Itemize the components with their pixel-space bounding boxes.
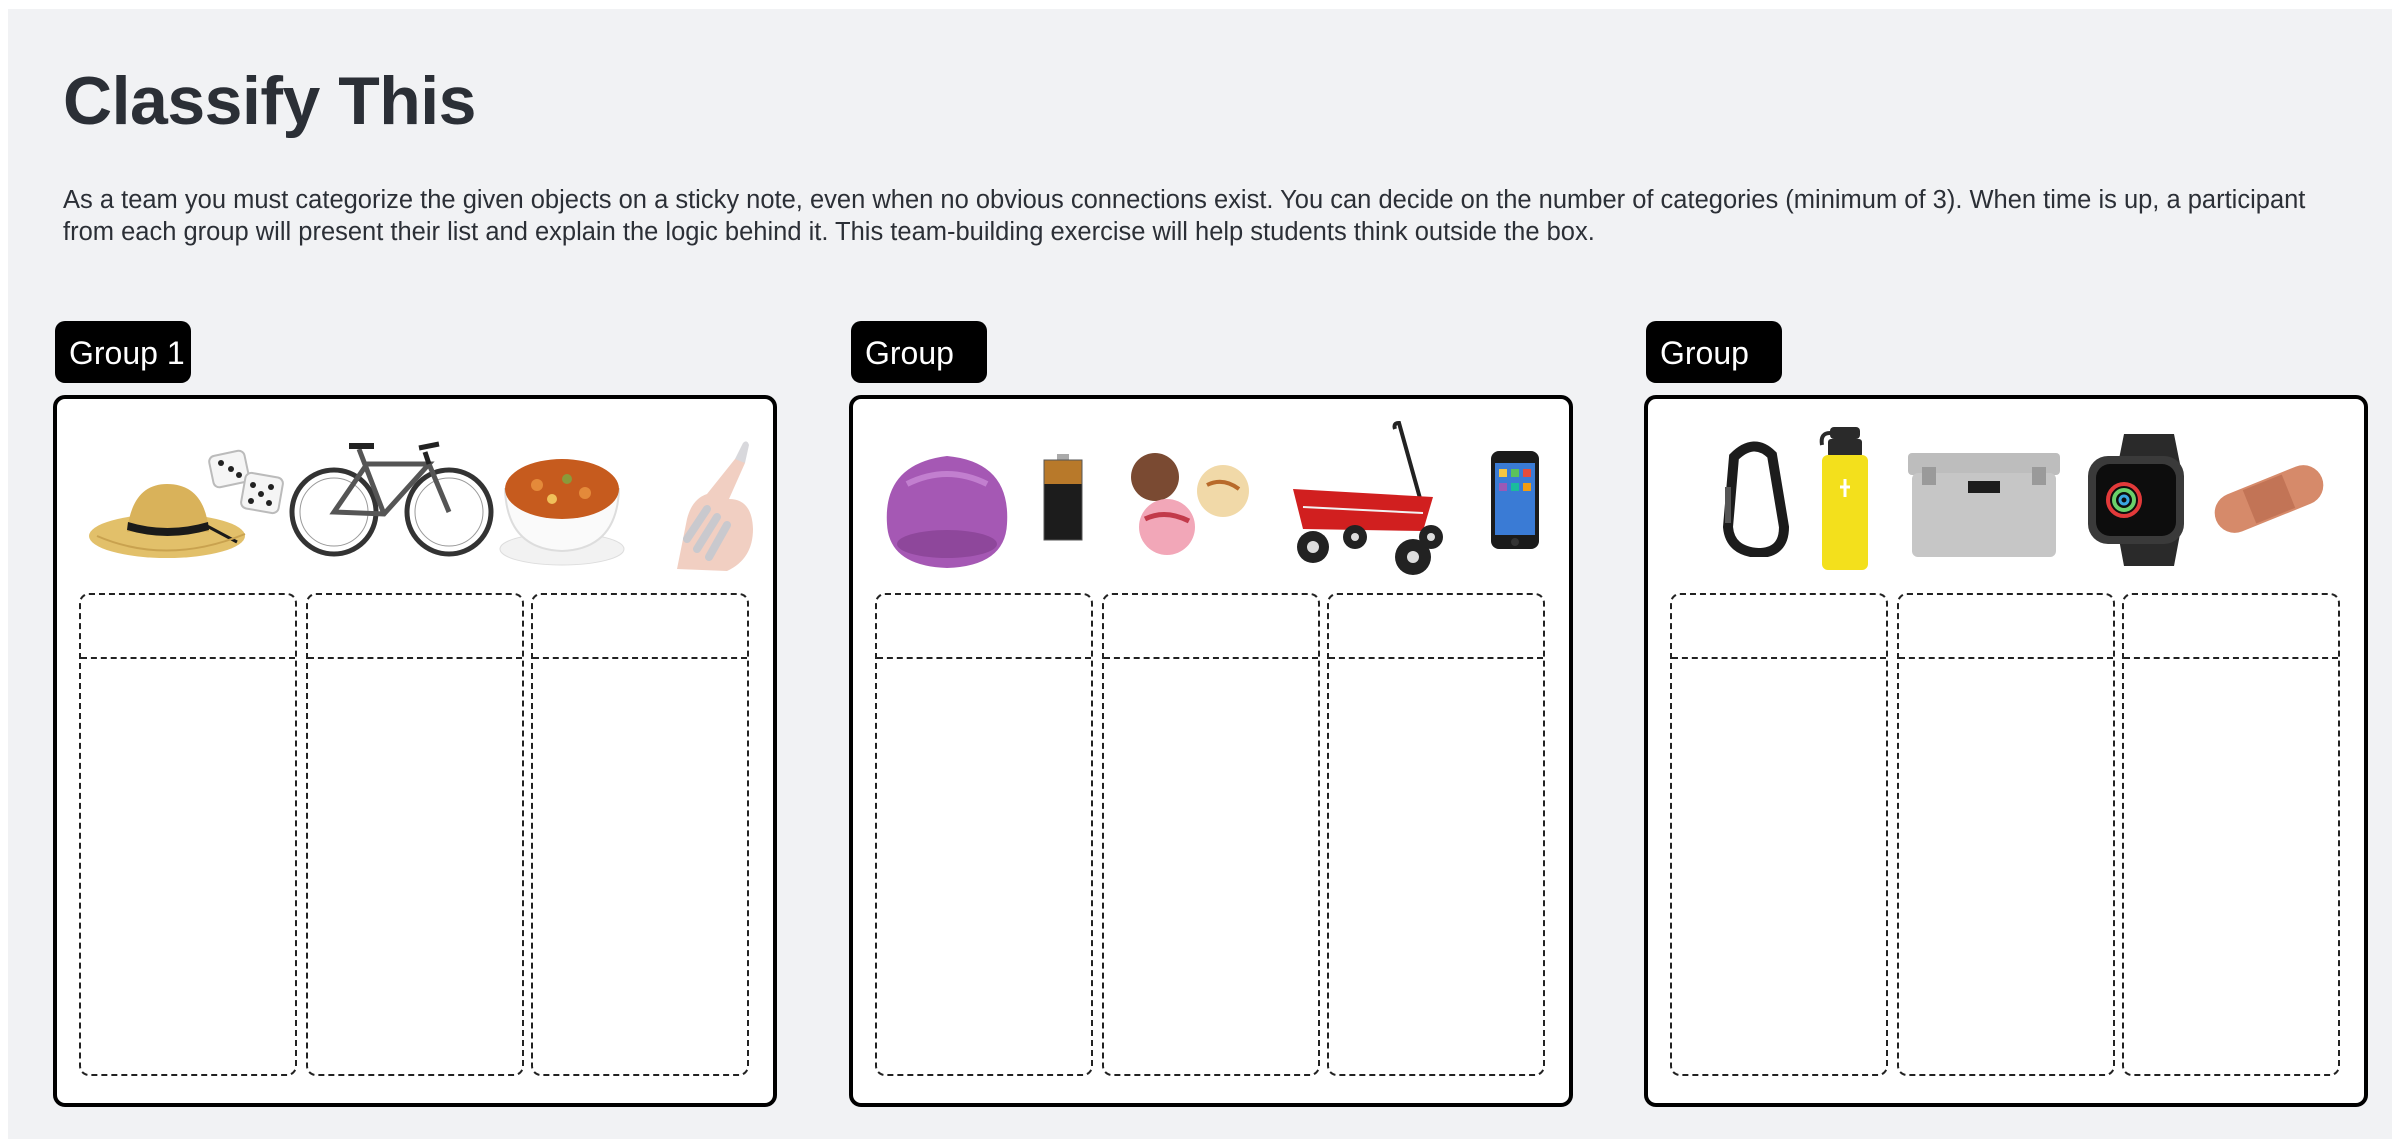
battery-icon[interactable] — [1041, 454, 1085, 544]
group-2-frame[interactable] — [849, 395, 1573, 1107]
manicured-hand-icon[interactable] — [657, 439, 762, 574]
bandage-icon[interactable] — [2204, 449, 2334, 549]
category-column-3[interactable] — [531, 593, 749, 1076]
category-header-3[interactable] — [533, 595, 747, 659]
page-title: Classify This — [63, 63, 476, 139]
category-header-1[interactable] — [1672, 595, 1886, 659]
category-drop-zone-3[interactable] — [2124, 659, 2338, 1074]
category-column-3[interactable] — [2122, 593, 2340, 1076]
bicycle-icon[interactable] — [289, 434, 494, 559]
category-column-2[interactable] — [1897, 593, 2115, 1076]
group-2-items — [853, 399, 1569, 589]
category-column-1[interactable] — [1670, 593, 1888, 1076]
dice-icon[interactable] — [207, 449, 287, 519]
group-3-tab[interactable]: Group — [1646, 321, 1782, 383]
category-header-2[interactable] — [1899, 595, 2113, 659]
category-column-2[interactable] — [306, 593, 524, 1076]
bean-bag-icon[interactable] — [877, 444, 1017, 574]
category-column-1[interactable] — [875, 593, 1093, 1076]
category-drop-zone-2[interactable] — [308, 659, 522, 1074]
category-header-2[interactable] — [1104, 595, 1318, 659]
cooler-icon[interactable] — [1904, 447, 2064, 559]
carabiner-icon[interactable] — [1714, 437, 1792, 557]
category-header-2[interactable] — [308, 595, 522, 659]
group-1-items — [57, 399, 773, 589]
category-header-3[interactable] — [1329, 595, 1543, 659]
category-drop-zone-3[interactable] — [1329, 659, 1543, 1074]
group-1-frame[interactable] — [53, 395, 777, 1107]
category-header-1[interactable] — [81, 595, 295, 659]
smartwatch-icon[interactable] — [2084, 434, 2194, 569]
water-bottle-icon[interactable] — [1818, 427, 1872, 572]
red-wagon-icon[interactable] — [1283, 419, 1453, 584]
group-3-items — [1648, 399, 2364, 589]
category-column-3[interactable] — [1327, 593, 1545, 1076]
category-column-1[interactable] — [79, 593, 297, 1076]
category-drop-zone-2[interactable] — [1104, 659, 1318, 1074]
group-3-frame[interactable] — [1644, 395, 2368, 1107]
category-column-2[interactable] — [1102, 593, 1320, 1076]
instructions-text: As a team you must categorize the given objects on a sticky note, even when no obvious connections exist. You can decide on the number of categories (minimum of 3). When time is up, a participant from each group will present their list and explain the logic behind it. This team-building exercise will help students think outside the box. — [63, 186, 2306, 246]
group-2-tab[interactable]: Group — [851, 321, 987, 383]
category-drop-zone-1[interactable] — [877, 659, 1091, 1074]
group-1-tab[interactable]: Group 1 — [55, 321, 191, 383]
category-header-1[interactable] — [877, 595, 1091, 659]
soup-bowl-icon[interactable] — [497, 449, 627, 569]
ice-cream-scoops-icon[interactable] — [1115, 449, 1265, 559]
smartphone-icon[interactable] — [1489, 449, 1541, 551]
category-drop-zone-3[interactable] — [533, 659, 747, 1074]
category-drop-zone-2[interactable] — [1899, 659, 2113, 1074]
category-drop-zone-1[interactable] — [81, 659, 295, 1074]
category-header-3[interactable] — [2124, 595, 2338, 659]
category-drop-zone-1[interactable] — [1672, 659, 1886, 1074]
